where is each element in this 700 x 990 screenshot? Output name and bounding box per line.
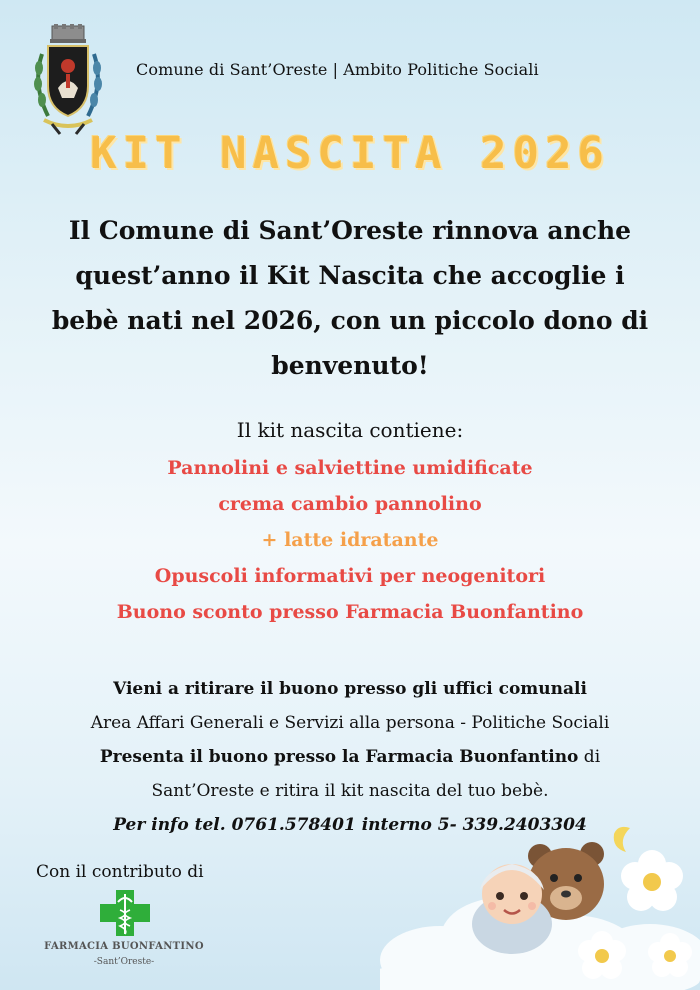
kit-item: Opuscoli informativi per neogenitori <box>154 565 546 587</box>
pharmacy-cross-caduceus-icon <box>98 888 152 938</box>
present-rest-text: di <box>578 747 601 767</box>
intro-paragraph <box>30 208 670 388</box>
baby-teddy-bear-clouds-flowers-illustration <box>380 820 700 990</box>
phone-info: Per info tel. 0761.578401 interno 5- 339.2403304 <box>113 815 587 835</box>
intro-line: quest’anno il Kit Nascita che accoglie i <box>75 261 625 290</box>
present-bold-text: Presenta il buono presso la Farmacia Buonfantino <box>99 747 579 767</box>
moon-icon <box>614 827 630 852</box>
kit-item: Pannolini e salviettine umidificate <box>167 457 533 479</box>
intro-line: Il Comune di Sant’Oreste rinnova anche <box>68 216 632 245</box>
present-text <box>0 740 700 774</box>
info-block <box>0 672 700 842</box>
kit-item: + latte idratante <box>261 529 439 551</box>
municipal-crest-icon <box>30 24 106 136</box>
contribution-label: Con il contributo di <box>36 862 204 882</box>
present-line2: Sant’Oreste e ritira il kit nascita del tuo bebè. <box>151 781 549 801</box>
pickup-text: Vieni a ritirare il buono presso gli uffici comunali <box>113 679 587 699</box>
intro-line: bebè nati nel 2026, con un piccolo dono di <box>51 306 649 335</box>
kit-item: Buono sconto presso Farmacia Buonfantino <box>116 601 584 623</box>
kit-heading: Il kit nascita contiene: <box>236 418 464 442</box>
pharmacy-name: FARMACIA BUONFANTINO <box>44 941 204 952</box>
header-organization: Comune di Sant’Oreste | Ambito Politiche Sociali <box>136 60 539 79</box>
pharmacy-place: -Sant’Oreste- <box>93 957 155 967</box>
intro-line: benvenuto! <box>271 351 429 380</box>
kit-item: crema cambio pannolino <box>218 493 482 515</box>
office-text: Area Affari Generali e Servizi alla persona - Politiche Sociali <box>90 713 610 733</box>
page-title: KIT NASCITA 2026 <box>90 128 610 179</box>
kit-items-list <box>0 450 700 630</box>
